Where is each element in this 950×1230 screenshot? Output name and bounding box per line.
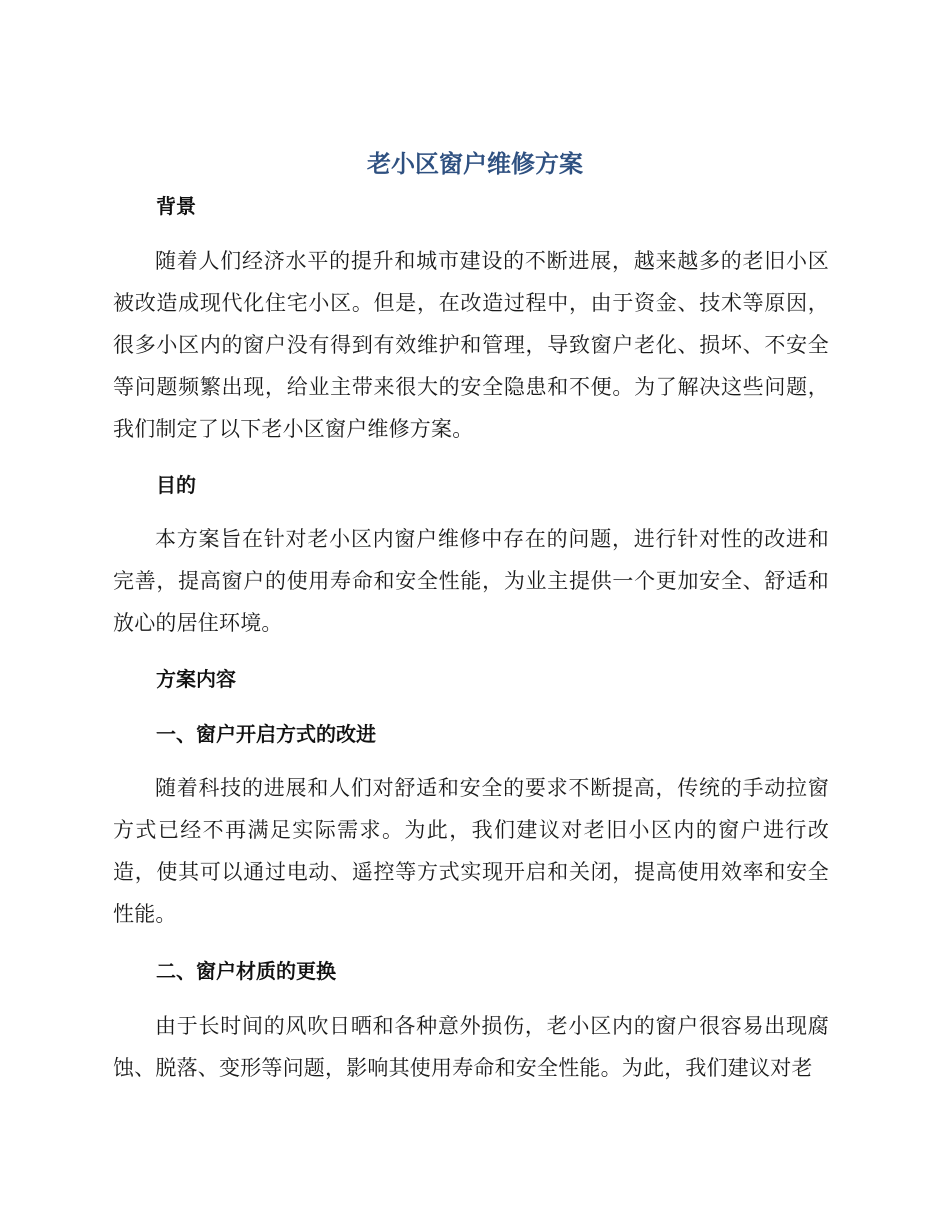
section-heading-material-replacement: 二、窗户材质的更换 <box>156 959 336 983</box>
paragraph-opening-method: 随着科技的进展和人们对舒适和安全的要求不断提高，传统的手动拉窗方式已经不再满足实际需求。为此，我们建议对老旧小区内的窗户进行改造，使其可以通过电动、遥控等方式实现开启和关闭，提高使用效率和安全性能。 <box>113 776 829 926</box>
paragraph-material-replacement: 由于长时间的风吹日晒和各种意外损伤，老小区内的窗户很容易出现腐蚀、脱落、变形等问题，影响其使用寿命和安全性能。为此，我们建议对老 <box>113 1014 829 1080</box>
paragraph-purpose: 本方案旨在针对老小区内窗户维修中存在的问题，进行针对性的改进和完善，提高窗户的使用寿命和安全性能，为业主提供一个更加安全、舒适和放心的居住环境。 <box>113 527 829 635</box>
section-heading-content: 方案内容 <box>156 667 236 691</box>
section-heading-purpose: 目的 <box>156 473 196 497</box>
document-title: 老小区窗户维修方案 <box>367 150 583 178</box>
paragraph-background: 随着人们经济水平的提升和城市建设的不断进展，越来越多的老旧小区被改造成现代化住宅小区。但是，在改造过程中，由于资金、技术等原因，很多小区内的窗户没有得到有效维护和管理，导致窗户老化、损坏、不安全等问题频繁出现，给业主带来很大的安全隐患和不便。为了解决这些问题，我们制定了以下老小区窗户维修方案。 <box>113 249 829 441</box>
section-heading-opening-method: 一、窗户开启方式的改进 <box>156 722 376 746</box>
section-heading-background: 背景 <box>156 194 196 218</box>
